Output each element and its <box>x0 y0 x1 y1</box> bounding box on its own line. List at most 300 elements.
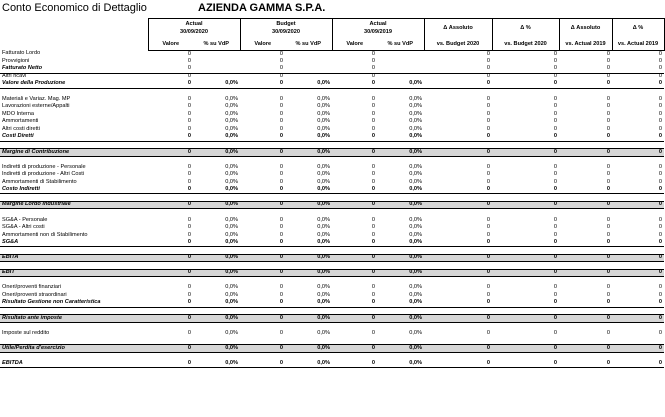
row-value: 0,0% <box>225 125 238 132</box>
row-value <box>285 307 332 315</box>
row-value <box>612 209 664 217</box>
row-value: 0 <box>553 103 557 110</box>
row-value: 0,0% <box>193 239 240 247</box>
row-value: 0 <box>559 315 612 323</box>
row-value: 0 <box>553 58 557 65</box>
row-value: 0 <box>279 224 283 231</box>
row-value: 0 <box>148 269 193 277</box>
row-value: 0 <box>240 239 285 247</box>
row-value: 0 <box>148 315 193 323</box>
row-label: Ammortamenti non di Stabilimento <box>2 231 88 238</box>
row-value <box>612 262 664 270</box>
row-value <box>148 88 193 96</box>
row-value <box>559 141 612 149</box>
row-value <box>193 66 240 74</box>
row-value: 0 <box>187 291 191 298</box>
row-value: 0,0% <box>317 284 330 291</box>
row-value <box>148 156 193 164</box>
row-value: 0 <box>371 50 375 57</box>
row-value: 0 <box>486 118 490 125</box>
table-row <box>0 73 664 81</box>
row-value: 0 <box>371 178 375 185</box>
row-value: 0 <box>658 163 662 170</box>
row-value: 0,0% <box>377 81 424 89</box>
row-value: 0 <box>279 58 283 65</box>
row-value: 0 <box>187 50 191 57</box>
row-value: 0,0% <box>377 201 424 209</box>
table-row <box>0 254 664 262</box>
row-value: 0 <box>240 186 285 194</box>
row-value: 0 <box>553 291 557 298</box>
row-value: 0 <box>371 291 375 298</box>
row-value: 0,0% <box>377 239 424 247</box>
row-value: 0 <box>148 201 193 209</box>
row-value: 0 <box>371 110 375 117</box>
table-row <box>0 149 664 157</box>
row-value: 0 <box>148 345 193 353</box>
table-row <box>0 209 664 217</box>
row-value: 0,0% <box>317 178 330 185</box>
header-row-groups <box>0 19 664 40</box>
row-value: 0 <box>187 118 191 125</box>
row-label: Provvigioni <box>2 58 30 65</box>
row-value <box>240 247 285 255</box>
row-value: 0 <box>424 81 492 89</box>
row-label: Costi Diretti <box>0 134 148 142</box>
row-value: 0 <box>612 269 664 277</box>
col-group-title: Actual <box>369 21 387 28</box>
table-row <box>0 307 664 315</box>
row-value: 0,0% <box>317 163 330 170</box>
row-value: 0,0% <box>317 118 330 125</box>
row-value: 0 <box>332 254 377 262</box>
row-value: 0 <box>559 360 612 368</box>
row-value <box>332 277 377 285</box>
row-value: 0 <box>559 300 612 308</box>
row-value: 0,0% <box>285 239 332 247</box>
row-value: 0,0% <box>409 110 422 117</box>
row-value <box>377 247 424 255</box>
row-value <box>148 337 193 345</box>
row-value: 0 <box>332 360 377 368</box>
row-value: 0 <box>559 269 612 277</box>
col-delta-pct-budget: Δ % <box>492 19 559 40</box>
row-value <box>332 156 377 164</box>
row-value: 0 <box>279 231 283 238</box>
row-value: 0,0% <box>285 300 332 308</box>
row-value: 0 <box>553 224 557 231</box>
row-value: 0 <box>658 291 662 298</box>
row-value: 0,0% <box>377 345 424 353</box>
table-row <box>0 179 664 187</box>
row-value: 0 <box>658 171 662 178</box>
row-value: 0,0% <box>193 360 240 368</box>
row-value: 0 <box>559 81 612 89</box>
row-value: 0,0% <box>225 178 238 185</box>
row-label: EBITA <box>0 254 148 262</box>
row-label <box>0 209 148 217</box>
row-value <box>193 337 240 345</box>
col-sub-header: % su VdP <box>377 39 424 51</box>
row-value: 0 <box>606 216 610 223</box>
row-value: 0 <box>606 163 610 170</box>
row-value: 0 <box>606 291 610 298</box>
row-value: 0 <box>187 178 191 185</box>
row-value: 0 <box>492 239 559 247</box>
row-value <box>193 88 240 96</box>
row-value: 0 <box>187 58 191 65</box>
row-value: 0,0% <box>285 269 332 277</box>
row-value: 0 <box>553 329 557 336</box>
row-value <box>377 194 424 202</box>
row-value <box>377 209 424 217</box>
row-value: 0 <box>424 149 492 157</box>
row-value: 0,0% <box>409 118 422 125</box>
col-sub-header: % su VdP <box>285 39 332 51</box>
row-value: 0 <box>486 110 490 117</box>
row-value <box>285 58 332 66</box>
row-value: 0,0% <box>225 95 238 102</box>
header-spacer <box>0 19 148 40</box>
row-value: 0 <box>148 239 193 247</box>
row-value <box>193 307 240 315</box>
row-value: 0,0% <box>285 149 332 157</box>
row-value: 0,0% <box>317 125 330 132</box>
row-value: 0 <box>148 300 193 308</box>
row-value: 0 <box>492 66 559 74</box>
row-value: 0 <box>148 149 193 157</box>
row-value: 0 <box>559 201 612 209</box>
row-value <box>240 262 285 270</box>
row-value: 0 <box>658 284 662 291</box>
row-value <box>559 307 612 315</box>
table-row <box>0 360 664 368</box>
row-value <box>377 262 424 270</box>
row-value: 0 <box>148 360 193 368</box>
row-value <box>148 194 193 202</box>
row-value: 0 <box>553 231 557 238</box>
row-value: 0 <box>612 254 664 262</box>
row-value <box>193 322 240 330</box>
row-value <box>285 156 332 164</box>
row-value <box>240 277 285 285</box>
row-label <box>0 352 148 360</box>
row-value: 0,0% <box>225 163 238 170</box>
row-label: Ammortamenti <box>2 118 39 125</box>
row-value: 0,0% <box>285 360 332 368</box>
row-value <box>285 322 332 330</box>
row-value <box>377 307 424 315</box>
page-title: Conto Economico di Dettaglio <box>2 2 147 14</box>
row-value: 0 <box>371 95 375 102</box>
row-value: 0 <box>279 103 283 110</box>
row-value: 0 <box>279 73 283 80</box>
row-value: 0 <box>279 163 283 170</box>
row-value: 0 <box>332 134 377 142</box>
row-value <box>612 194 664 202</box>
row-value <box>332 141 377 149</box>
row-value: 0,0% <box>285 81 332 89</box>
row-value: 0 <box>606 231 610 238</box>
row-value: 0,0% <box>225 284 238 291</box>
row-value <box>332 307 377 315</box>
row-value: 0 <box>486 291 490 298</box>
row-value: 0 <box>424 269 492 277</box>
row-value: 0 <box>486 103 490 110</box>
row-value: 0 <box>187 231 191 238</box>
row-value: 0 <box>559 66 612 74</box>
row-value: 0 <box>559 186 612 194</box>
row-value: 0 <box>371 118 375 125</box>
table-row <box>0 134 664 142</box>
row-value: 0 <box>187 284 191 291</box>
row-value <box>424 194 492 202</box>
table-row <box>0 88 664 96</box>
row-value: 0 <box>240 360 285 368</box>
col-group-title: Budget <box>276 21 296 28</box>
row-value: 0,0% <box>377 315 424 323</box>
row-value: 0 <box>240 254 285 262</box>
col-sub-header: vs. Actual 2019 <box>559 39 612 51</box>
row-value <box>492 141 559 149</box>
row-label <box>0 262 148 270</box>
row-value: 0 <box>187 73 191 80</box>
row-label <box>0 194 148 202</box>
row-value: 0 <box>553 178 557 185</box>
row-label: Margine di Contribuzione <box>0 149 148 157</box>
row-value: 0 <box>559 254 612 262</box>
row-value <box>285 209 332 217</box>
row-value <box>193 141 240 149</box>
row-value: 0 <box>486 95 490 102</box>
row-value: 0 <box>492 345 559 353</box>
row-value <box>424 277 492 285</box>
table-row <box>0 224 664 232</box>
row-value: 0 <box>187 163 191 170</box>
row-label: Costo Indiretti <box>0 186 148 194</box>
row-value <box>193 262 240 270</box>
row-value: 0 <box>187 95 191 102</box>
row-value: 0,0% <box>317 110 330 117</box>
row-label: SG&A - Altri costi <box>2 224 45 231</box>
row-value: 0,0% <box>193 300 240 308</box>
row-value: 0,0% <box>377 134 424 142</box>
row-value <box>424 307 492 315</box>
row-value <box>377 141 424 149</box>
row-label: Oneri/proventi finanziari <box>2 284 62 291</box>
table-row <box>0 156 664 164</box>
row-value: 0,0% <box>193 201 240 209</box>
row-value <box>285 352 332 360</box>
row-value: 0,0% <box>285 186 332 194</box>
row-value <box>332 262 377 270</box>
row-value: 0,0% <box>377 269 424 277</box>
row-label: Fatturato Lordo <box>2 50 41 57</box>
table-row <box>0 194 664 202</box>
row-value: 0,0% <box>193 149 240 157</box>
row-value: 0 <box>371 224 375 231</box>
row-value: 0 <box>553 50 557 57</box>
row-value: 0 <box>279 329 283 336</box>
row-label: Risultato Gestione non Caratteristica <box>0 300 148 308</box>
row-value: 0 <box>371 163 375 170</box>
row-value: 0 <box>658 118 662 125</box>
row-value <box>492 307 559 315</box>
row-value: 0 <box>332 81 377 89</box>
row-value <box>424 322 492 330</box>
table-row <box>0 164 664 172</box>
row-value <box>285 141 332 149</box>
row-value: 0 <box>612 239 664 247</box>
row-value <box>285 194 332 202</box>
row-label: Oneri/proventi straordinari <box>2 291 67 298</box>
row-value: 0,0% <box>409 291 422 298</box>
col-sub-header: Valore <box>148 39 193 51</box>
row-value <box>240 337 285 345</box>
row-value: 0 <box>492 254 559 262</box>
row-value <box>424 262 492 270</box>
row-value: 0 <box>553 118 557 125</box>
col-group-budget-2020 <box>240 19 332 40</box>
row-value <box>148 247 193 255</box>
row-value: 0 <box>559 149 612 157</box>
col-group-date: 30/09/2019 <box>364 29 392 35</box>
row-value <box>285 88 332 96</box>
row-value: 0,0% <box>225 224 238 231</box>
row-value <box>240 141 285 149</box>
row-value: 0 <box>486 284 490 291</box>
row-value: 0,0% <box>317 231 330 238</box>
row-value: 0 <box>658 103 662 110</box>
row-value: 0 <box>240 300 285 308</box>
row-value: 0,0% <box>225 110 238 117</box>
row-value: 0 <box>424 345 492 353</box>
row-value: 0 <box>606 73 610 80</box>
row-value: 0,0% <box>377 254 424 262</box>
row-value <box>148 262 193 270</box>
row-label: Altri ricavi <box>2 73 27 80</box>
row-value <box>193 194 240 202</box>
row-value <box>240 352 285 360</box>
row-value: 0 <box>486 171 490 178</box>
row-value: 0 <box>658 95 662 102</box>
row-value <box>612 352 664 360</box>
header-spacer <box>0 39 148 51</box>
row-value: 0 <box>553 216 557 223</box>
row-value: 0 <box>332 201 377 209</box>
row-value: 0 <box>606 178 610 185</box>
row-value <box>612 247 664 255</box>
row-label <box>0 156 148 164</box>
row-value <box>612 307 664 315</box>
row-value: 0 <box>658 73 662 80</box>
row-value: 0 <box>606 118 610 125</box>
row-value: 0 <box>279 110 283 117</box>
row-value: 0 <box>371 103 375 110</box>
row-value <box>240 307 285 315</box>
row-value <box>612 277 664 285</box>
row-value: 0,0% <box>317 171 330 178</box>
row-label <box>0 141 148 149</box>
row-value: 0 <box>492 186 559 194</box>
row-value <box>424 156 492 164</box>
col-sub-header: vs. Budget 2020 <box>424 39 492 51</box>
row-value: 0 <box>371 125 375 132</box>
row-value <box>148 322 193 330</box>
row-value <box>377 58 424 66</box>
row-value: 0,0% <box>377 149 424 157</box>
row-value: 0 <box>492 149 559 157</box>
row-value: 0 <box>486 231 490 238</box>
row-value <box>424 88 492 96</box>
row-value: 0 <box>240 345 285 353</box>
row-label: SG&A <box>0 239 148 247</box>
row-value <box>377 66 424 74</box>
row-label: Materiali e Variaz. Mag. MP <box>2 95 71 102</box>
row-value: 0 <box>606 329 610 336</box>
row-label: Indiretti di produzione - Personale <box>2 163 86 170</box>
row-value <box>240 322 285 330</box>
table-row <box>0 352 664 360</box>
row-value: 0 <box>486 178 490 185</box>
row-label: Utile/Perdita d'esercizio <box>0 345 148 353</box>
row-value <box>332 247 377 255</box>
row-label <box>0 88 148 96</box>
table-row <box>0 322 664 330</box>
row-value: 0 <box>612 315 664 323</box>
row-value: 0 <box>606 95 610 102</box>
row-value: 0 <box>240 66 285 74</box>
row-value: 0,0% <box>317 329 330 336</box>
row-value: 0 <box>612 345 664 353</box>
row-value: 0 <box>606 110 610 117</box>
row-value: 0 <box>187 110 191 117</box>
row-value: 0,0% <box>317 216 330 223</box>
row-value <box>240 209 285 217</box>
row-value: 0 <box>612 300 664 308</box>
table-row <box>0 337 664 345</box>
company-name: AZIENDA GAMMA S.P.A. <box>198 2 326 14</box>
row-value: 0 <box>187 103 191 110</box>
row-value <box>193 247 240 255</box>
row-value <box>559 352 612 360</box>
table-row <box>0 81 664 89</box>
col-group-actual-2020 <box>148 19 240 40</box>
row-value: 0 <box>486 50 490 57</box>
row-value: 0 <box>486 73 490 80</box>
row-value: 0,0% <box>317 224 330 231</box>
row-value: 0 <box>279 171 283 178</box>
row-value <box>148 141 193 149</box>
col-sub-header: % su VdP <box>193 39 240 51</box>
row-value: 0,0% <box>377 360 424 368</box>
col-group-title: Actual <box>185 21 203 28</box>
row-value: 0,0% <box>409 125 422 132</box>
row-value: 0 <box>424 254 492 262</box>
table-row <box>0 217 664 225</box>
row-value: 0 <box>658 231 662 238</box>
row-value <box>193 58 240 66</box>
row-value: 0 <box>606 58 610 65</box>
row-value: 0 <box>486 329 490 336</box>
row-value: 0,0% <box>285 345 332 353</box>
row-value: 0,0% <box>225 103 238 110</box>
row-value <box>424 247 492 255</box>
row-label: SG&A - Personale <box>2 216 48 223</box>
row-value <box>559 194 612 202</box>
row-value: 0 <box>486 216 490 223</box>
row-value: 0 <box>279 50 283 57</box>
